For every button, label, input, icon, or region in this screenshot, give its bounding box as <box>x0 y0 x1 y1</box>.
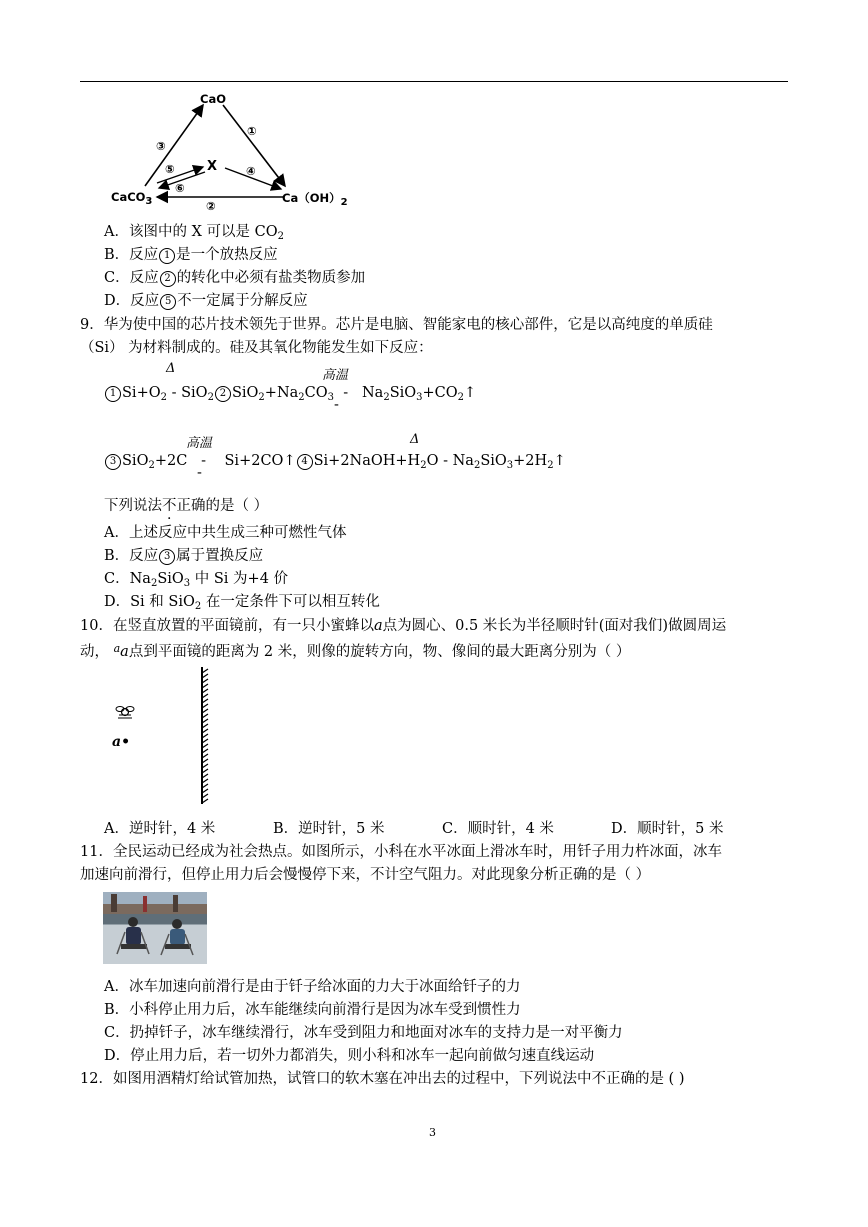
q12-stem-line1: 12．如图用酒精灯给试管加热，试管口的软木塞在冲出去的过程中，下列说法中不正确的是 ( ) <box>80 1071 685 1087</box>
caoh2-label: Ca（OH）2 <box>282 191 348 208</box>
reaction-row-2: 3 SiO$_2$+2C - Si+2CO↑ 4 $Si+2NaOH+H_2O$ - $Na_2SiO_3+2H_2↑$ <box>104 451 566 476</box>
q10-option-d: D．顺时针，5 米 <box>611 821 724 837</box>
q10-stem-line2: 动， $^a$a点到平面镜的距离为 2 米，则像的旋转方向，物、像间的最大距离分别为（ ） <box>80 642 631 660</box>
q11-option-c: C．扔掉钎子，冰车继续滑行，冰车受到阻力和地面对冰车的支持力是一对平衡力 <box>104 1025 623 1041</box>
delta-mark-2: Δ <box>410 432 420 447</box>
num-6: ⑥ <box>175 181 185 195</box>
q11-option-a: A．冰车加速向前滑行是由于钎子给冰面的力大于冰面给钎子的力 <box>104 979 521 995</box>
q10-option-a: A．逆时针，4 米 <box>104 821 216 837</box>
q9-stem-line2: （Si） 为材料制成的。硅及其氧化物能发生如下反应： <box>80 340 433 356</box>
ice-sled-photo <box>103 892 207 964</box>
q9-option-c: C．$Na_2SiO_3$ 中 Si 为+4 价 <box>104 571 289 589</box>
num-1: ① <box>247 124 257 138</box>
q9-option-d: D．Si 和 SiO$_2$ 在一定条件下可以相互转化 <box>104 594 380 612</box>
q11-stem-line2: 加速向前滑行，但停止用力后会慢慢停下来，不计空气阻力。对此现象分析正确的是（ ） <box>80 867 651 883</box>
num-5: ⑤ <box>165 162 175 176</box>
q11-stem-line1: 11．全民运动已经成为社会热点。如图所示，小科在水平冰面上滑冰车时，用钎子用力杵冰面，冰车 <box>80 844 722 860</box>
high-temp-mark-1: 高温 <box>322 368 349 383</box>
q9-option-b: B．反应 3 属于置换反应 <box>104 548 264 564</box>
q10-stem-line1: 10．在竖直放置的平面镜前，有一只小蜜蜂以a点为圆心、0.5 米长为半径顺时针(面对我们)做圆周运 <box>80 618 727 634</box>
delta-mark-1: Δ <box>166 361 176 376</box>
q9-option-a: A．上述反应中共生成三种可燃性气体 <box>104 525 347 541</box>
num-2: ② <box>206 199 216 213</box>
q11-option-d: D．停止用力后，若一切外力都消失，则小科和冰车一起向前做匀速直线运动 <box>104 1048 595 1064</box>
q10-option-c: C．顺时针，4 米 <box>442 821 554 837</box>
high-temp-mark-2: 高温 <box>186 436 213 451</box>
x-label: X <box>207 159 218 174</box>
q8-option-d: D．反应 5 不一定属于分解反应 <box>104 293 308 309</box>
q8-option-a: A．该图中的 X 可以是 $CO_2$ <box>104 224 284 242</box>
q9-stem-line1: 9．华为使中国的芯片技术领先于世界。芯片是电脑、智能家电的核心部件，它是以高纯度的单质硅 <box>80 317 713 333</box>
q9-question: 下列说法不正确的是（ ） <box>104 498 269 514</box>
q10-option-b: B．逆时针，5 米 <box>273 821 385 837</box>
point-a-label: a• <box>112 734 131 750</box>
bee-icon <box>116 707 134 719</box>
page-number: 3 <box>429 1126 436 1139</box>
num-3: ③ <box>156 139 166 153</box>
reaction-row-1: 1 $Si+O_2 - SiO_2$ 2 $SiO_2+Na_2CO_3$ - $Na_2SiO_3+CO_2↑$ <box>104 383 476 408</box>
q8-option-b: B．反应 1 是一个放热反应 <box>104 247 278 263</box>
q11-option-b: B．小科停止用力后，冰车能继续向前滑行是因为冰车受到惯性力 <box>104 1002 521 1018</box>
q8-option-c: C．反应 2 的转化中必须有盐类物质参加 <box>104 270 366 286</box>
num-4: ④ <box>246 164 256 178</box>
cao-label: CaO <box>200 92 226 106</box>
header-rule <box>80 81 788 82</box>
caco3-label: CaCO3 <box>111 190 153 207</box>
